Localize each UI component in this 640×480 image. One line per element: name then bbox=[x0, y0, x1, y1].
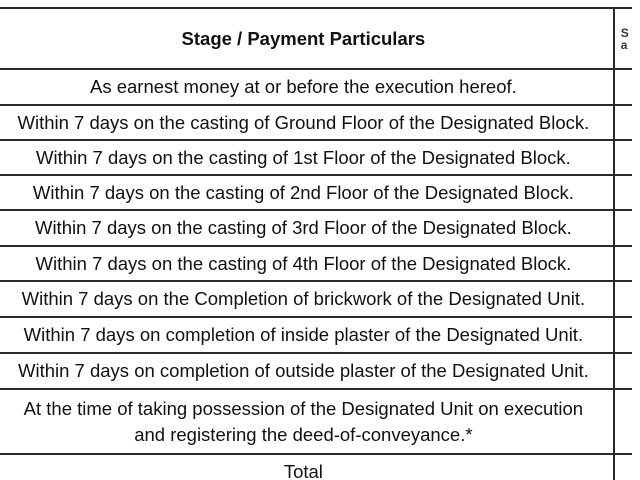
payment-stage-cell: Within 7 days on the casting of 4th Floor of the Designated Block. bbox=[0, 246, 614, 281]
total-row bbox=[0, 454, 632, 480]
table-row bbox=[0, 389, 632, 454]
payment-stage-cell: Within 7 days on the casting of 2nd Floor of the Designated Block. bbox=[0, 175, 614, 210]
table-row bbox=[0, 317, 632, 353]
payment-stage-cell: Within 7 days on completion of outside plaster of the Designated Unit. bbox=[0, 353, 614, 389]
table-row bbox=[0, 175, 632, 210]
possession-line-1: At the time of taking possession of the Designated Unit on execution bbox=[23, 397, 584, 419]
table-row bbox=[0, 140, 632, 175]
payment-stage-cell-multiline bbox=[0, 389, 614, 454]
side-cell bbox=[614, 140, 632, 175]
payment-schedule-table bbox=[0, 7, 632, 480]
header-stage-payment-particulars: Stage / Payment Particulars bbox=[0, 8, 614, 69]
side-cell bbox=[614, 353, 632, 389]
table-row bbox=[0, 105, 632, 140]
table-row bbox=[0, 69, 632, 105]
header-side-fragment-2: a bbox=[620, 37, 628, 52]
side-cell bbox=[614, 317, 632, 353]
possession-line-2: and registering the deed-of-conveyance.* bbox=[134, 423, 473, 445]
side-cell bbox=[614, 281, 632, 317]
side-cell bbox=[614, 210, 632, 246]
table-row bbox=[0, 246, 632, 281]
header-side-fragment: S bbox=[620, 25, 629, 40]
payment-stage-cell: Within 7 days on completion of inside plaster of the Designated Unit. bbox=[0, 317, 614, 353]
side-cell bbox=[614, 246, 632, 281]
total-label: Total bbox=[0, 454, 614, 480]
side-cell bbox=[614, 175, 632, 210]
side-cell bbox=[614, 389, 632, 454]
side-cell bbox=[614, 105, 632, 140]
table-row bbox=[0, 210, 632, 246]
side-cell bbox=[614, 454, 632, 480]
table-row bbox=[0, 281, 632, 317]
payment-stage-cell: As earnest money at or before the execution hereof. bbox=[0, 69, 614, 105]
payment-stage-cell: Within 7 days on the casting of 3rd Floor of the Designated Block. bbox=[0, 210, 614, 246]
payment-stage-cell: Within 7 days on the Completion of brickwork of the Designated Unit. bbox=[0, 281, 614, 317]
side-cell bbox=[614, 69, 632, 105]
payment-stage-cell: Within 7 days on the casting of 1st Floor of the Designated Block. bbox=[0, 140, 614, 175]
table-row bbox=[0, 353, 632, 389]
payment-stage-cell: Within 7 days on the casting of Ground Floor of the Designated Block. bbox=[0, 105, 614, 140]
header-row bbox=[0, 8, 632, 69]
header-side-cell bbox=[614, 8, 632, 69]
